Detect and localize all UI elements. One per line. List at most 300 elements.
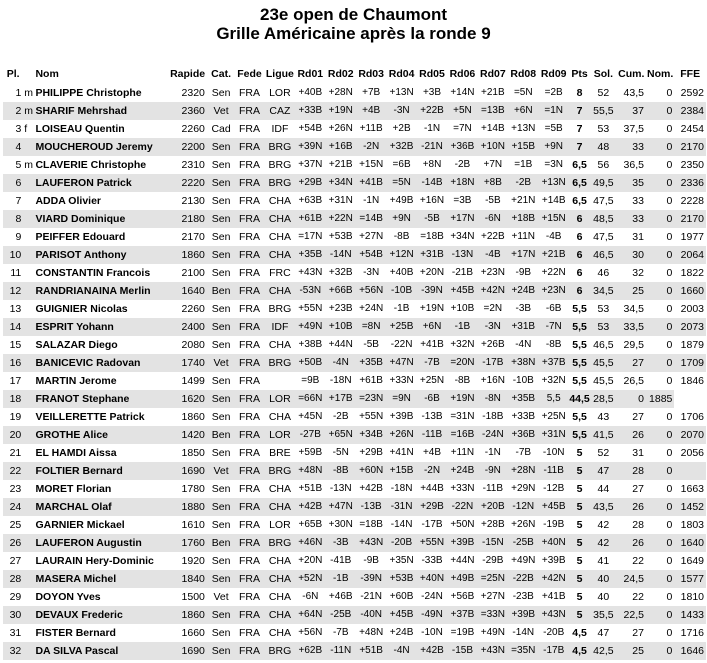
cell-nom: 0 [666, 87, 673, 99]
cell-rd01: +45N [298, 411, 323, 422]
cell-rd06: =16B [447, 426, 477, 444]
cell-name: LOISEAU Quentin [35, 123, 125, 135]
cell-name: MOUCHEROUD Jeremy [35, 138, 167, 156]
cell-sex [23, 606, 35, 624]
cell-rd03: =8N [356, 318, 386, 336]
cell-rd03: -5B [363, 339, 379, 350]
cell-rd05: +41B [420, 339, 444, 350]
cell-cum: 37,5 [623, 123, 644, 135]
cell-name: FRANOT Stephane [35, 390, 167, 408]
cell-sol: 52 [597, 447, 610, 459]
cell-sol: 52 [597, 87, 610, 99]
cell-ligue: CAZ [265, 102, 295, 120]
cell-sex [23, 426, 35, 444]
cell-rd01: =17N [298, 231, 323, 242]
cell-place: 18 [3, 390, 23, 408]
cell-cat: Sen [211, 195, 231, 207]
cell-ligue: BRG [265, 354, 295, 372]
cell-sex: m [23, 102, 35, 120]
cell-rd04: +49B [389, 195, 414, 206]
cell-rd07: +7N [483, 159, 503, 170]
cell-rapide: 2220 [167, 174, 208, 192]
cell-rapide: 1690 [167, 462, 208, 480]
cell-place: 5 [15, 159, 22, 171]
cell-rd02: -18N [329, 375, 352, 386]
cell-rd03: -2N [356, 138, 386, 156]
table-row [3, 264, 706, 282]
cell-sex [23, 462, 35, 480]
table-row [3, 336, 706, 354]
header-rd02: Rd02 [327, 68, 354, 80]
cell-rd07: -6N [478, 210, 508, 228]
cell-ffe: 2073 [674, 318, 706, 336]
cell-rd03: +15N [359, 159, 384, 170]
cell-nom: 0 [646, 426, 674, 444]
cell-rapide: 1500 [181, 591, 205, 603]
cell-fede: FRA [234, 570, 264, 588]
header-rd07: Rd07 [480, 68, 506, 80]
cell-pts: 6 [576, 231, 583, 243]
cell-cat: Sen [208, 642, 234, 660]
cell-rd04: +32B [386, 138, 416, 156]
cell-rd08: +33B [511, 411, 536, 422]
header-ffe: FFE [680, 68, 701, 80]
cell-rd01: =9B [301, 375, 320, 386]
cell-cat: Sen [208, 210, 234, 228]
cell-rd09: =5B [544, 123, 563, 134]
cell-nom: 0 [666, 339, 673, 351]
cell-pts: 6,5 [572, 195, 587, 207]
cell-rapide: 1860 [167, 606, 208, 624]
cell-fede: FRA [234, 102, 264, 120]
cell-rd07: -4B [478, 246, 508, 264]
cell-nom: 0 [646, 138, 674, 156]
cell-ligue: CHA [265, 498, 295, 516]
cell-cat: Cad [211, 123, 231, 135]
cell-ffe: 1706 [680, 411, 704, 423]
cell-rapide: 1610 [181, 519, 205, 531]
cell-rd02: -8B [326, 462, 356, 480]
cell-rapide: 1850 [181, 447, 205, 459]
cell-ligue: CHA [265, 210, 295, 228]
cell-fede: FRA [238, 555, 260, 567]
cell-place: 9 [15, 231, 22, 243]
table-row [3, 444, 706, 462]
cell-rd08: =5N [513, 87, 533, 98]
cell-cat: Vet [208, 354, 234, 372]
cell-sol: 43,5 [590, 498, 616, 516]
table-row [3, 390, 706, 408]
cell-rd05: +19N [419, 303, 445, 314]
cell-name: DEVAUX Frederic [35, 606, 167, 624]
cell-rd01: +29B [295, 174, 325, 192]
cell-rd04: +33N [389, 375, 414, 386]
cell-rd09: +41B [541, 591, 566, 602]
cell-sol: 48 [590, 138, 616, 156]
cell-rd07: -8N [478, 390, 508, 408]
cell-cat: Sen [211, 303, 231, 315]
cell-place: 1 [15, 87, 22, 99]
table-row [3, 120, 706, 138]
cell-rd06: +11N [450, 447, 475, 458]
cell-fede: FRA [234, 462, 264, 480]
cell-rd05: =18B [420, 231, 444, 242]
cell-sol: 44 [597, 483, 610, 495]
cell-rd04: -22N [390, 339, 413, 350]
cell-rd03: +55N [359, 411, 384, 422]
cell-ffe: 2336 [674, 174, 706, 192]
cell-rd07: -1N [484, 447, 501, 458]
cell-place: 4 [3, 138, 23, 156]
cell-rd07: -17B [478, 354, 508, 372]
table-row [3, 84, 706, 102]
cell-rd07: +26B [481, 339, 505, 350]
cell-rd03: +24N [359, 303, 384, 314]
cell-name: ADDA Olivier [35, 195, 101, 207]
cell-rd08: +36B [508, 426, 538, 444]
cell-ligue: CHA [268, 591, 291, 603]
cell-ligue: CHA [268, 195, 291, 207]
cell-sex [23, 354, 35, 372]
cell-fede: FRA [238, 447, 260, 459]
cell-ffe: 1433 [674, 606, 706, 624]
cell-sex: m [24, 87, 34, 99]
cell-rd02: -41B [330, 555, 352, 566]
cell-sex [23, 246, 35, 264]
cell-cum: 32 [632, 267, 644, 279]
cell-cat: Sen [208, 246, 234, 264]
cell-rd07: =2N [483, 303, 503, 314]
cell-rd08: +39B [508, 606, 538, 624]
cell-nom: 0 [646, 570, 674, 588]
cell-rd06: +33N [450, 483, 475, 494]
cell-rd04: +24B [389, 627, 414, 638]
cell-rd08: +17N [508, 246, 538, 264]
cell-fede: FRA [238, 411, 260, 423]
cell-name: RANDRIANAINA Merlin [35, 282, 167, 300]
cell-sex [23, 300, 35, 318]
cell-rd01: +52N [295, 570, 325, 588]
cell-rd02: +47N [326, 498, 356, 516]
cell-name: ESPRIT Yohann [35, 318, 167, 336]
cell-rd05: +22B [417, 102, 447, 120]
cell-rd06: +56B [450, 591, 475, 602]
cell-rd04: +9N [386, 210, 416, 228]
cell-nom: 1885 [646, 390, 674, 408]
cell-rd06: +39B [447, 534, 477, 552]
cell-sex [23, 498, 35, 516]
cell-pts: 5 [569, 534, 590, 552]
cell-rd03: -39N [356, 570, 386, 588]
cell-ffe: 1879 [680, 339, 704, 351]
cell-rd02: -11N [326, 642, 356, 660]
cell-rd05: -5B [417, 210, 447, 228]
cell-nom: 0 [646, 282, 674, 300]
cell-fede: FRA [238, 231, 260, 243]
cell-rd01: +63B [298, 195, 323, 206]
cell-nom: 0 [646, 534, 674, 552]
cell-cat: Sen [208, 498, 234, 516]
cell-pts: 5 [576, 483, 583, 495]
cell-name: GARNIER Mickael [35, 519, 125, 531]
cell-rd08: +35B [508, 390, 538, 408]
cell-ligue: IDF [265, 318, 295, 336]
cell-sol: 53 [597, 303, 610, 315]
cell-rd08: -12N [508, 498, 538, 516]
cell-rapide: 2080 [181, 339, 205, 351]
cell-sol: 42 [597, 519, 610, 531]
cell-rapide: 1760 [167, 534, 208, 552]
cell-rapide: 1740 [167, 354, 208, 372]
cell-name: LAURAIN Hery-Dominic [35, 555, 154, 567]
cell-cat: Sen [211, 483, 231, 495]
cell-rd02: -14N [326, 246, 356, 264]
cell-cat: Sen [211, 519, 231, 531]
cell-pts: 7 [569, 138, 590, 156]
cell-cat: Vet [213, 591, 229, 603]
header-sex [23, 64, 35, 84]
cell-sol: 46,5 [593, 339, 614, 351]
cell-pts: 6,5 [572, 159, 587, 171]
cell-rapide: 2100 [181, 267, 205, 279]
cell-rapide: 1499 [181, 375, 205, 387]
cell-rd05: +40N [417, 570, 447, 588]
cell-rd01: +37N [298, 159, 323, 170]
cell-place: 14 [3, 318, 23, 336]
cell-rd02: +53B [328, 231, 353, 242]
cell-nom: 0 [646, 318, 674, 336]
cell-ffe: 1452 [674, 498, 706, 516]
cell-rd06: -22N [447, 498, 477, 516]
cell-fede: FRA [234, 210, 264, 228]
cell-rd02: +26N [328, 123, 353, 134]
cell-rd05: -14B [417, 174, 447, 192]
cell-rd08: +38N [508, 354, 538, 372]
cell-rapide: 1860 [181, 411, 205, 423]
cell-sex [23, 642, 35, 660]
cell-rd08: +49N [511, 555, 536, 566]
cell-fede: FRA [234, 282, 264, 300]
cell-rd01: -53N [295, 282, 325, 300]
cell-rd03: -3N [363, 267, 380, 278]
cell-rd02: +22N [326, 210, 356, 228]
cell-cum: 22,5 [617, 606, 646, 624]
cell-rd04: +13N [389, 87, 414, 98]
cell-rapide: 1620 [167, 390, 208, 408]
cell-name: MORET Florian [35, 483, 112, 495]
cell-fede: FRA [234, 246, 264, 264]
cell-rd04: +41N [389, 447, 414, 458]
table-row [3, 408, 706, 426]
cell-rapide: 1640 [167, 282, 208, 300]
cell-ligue: CHA [268, 339, 291, 351]
cell-rd06: +19N [447, 390, 477, 408]
header-sol: Sol. [593, 68, 614, 80]
cell-rd07: +42N [478, 282, 508, 300]
cell-sex [23, 570, 35, 588]
cell-cat: Sen [211, 447, 231, 459]
cell-rd08: +18B [508, 210, 538, 228]
cell-rd04: =9N [386, 390, 416, 408]
cell-rd09: =2B [544, 87, 563, 98]
cell-ligue: CHA [265, 282, 295, 300]
cell-sol: 40 [590, 570, 616, 588]
cell-rd08: +28N [508, 462, 538, 480]
cell-rd06: +34N [450, 231, 475, 242]
cell-rd09: +13N [538, 174, 568, 192]
table-row [3, 138, 706, 156]
cell-pts: 5 [576, 555, 583, 567]
cell-rd02: +31N [328, 195, 353, 206]
cell-rd01: +54B [298, 123, 323, 134]
cell-rd04: +39B [389, 411, 414, 422]
header-row [3, 64, 706, 84]
cell-ffe: 1846 [680, 375, 704, 387]
cell-rapide: 1780 [181, 483, 205, 495]
cell-rd01: +50B [295, 354, 325, 372]
cell-rd03: +27N [359, 231, 384, 242]
cell-place: 8 [3, 210, 23, 228]
cell-ffe: 1660 [674, 282, 706, 300]
cell-fede: FRA [234, 390, 264, 408]
cell-rapide: 2360 [167, 102, 208, 120]
cell-place: 11 [10, 267, 22, 279]
cell-sol: 47 [597, 627, 610, 639]
cell-fede: FRA [238, 195, 260, 207]
table-row [3, 552, 706, 570]
cell-cum: 33 [617, 138, 646, 156]
cell-fede: FRA [234, 174, 264, 192]
cell-rd05: +16N [419, 195, 445, 206]
cell-ffe: 1716 [680, 627, 704, 639]
cell-rd07: +28B [481, 519, 505, 530]
cell-rd06: -21B [451, 267, 473, 278]
cell-ligue: BRG [265, 534, 295, 552]
cell-pts: 5,5 [569, 426, 590, 444]
cell-rd08: +6N [508, 102, 538, 120]
cell-rd05: -17B [421, 519, 443, 530]
cell-rd08: +11N [511, 231, 535, 242]
cell-nom: 0 [646, 102, 674, 120]
cell-place: 6 [3, 174, 23, 192]
cell-rd07: -18B [482, 411, 504, 422]
cell-ligue: CHA [268, 483, 291, 495]
cell-ligue: LOR [265, 390, 295, 408]
cell-rd05: +25N [419, 375, 445, 386]
cell-fede: FRA [238, 339, 260, 351]
cell-rd04: -10B [386, 282, 416, 300]
cell-rd07: +21B [481, 87, 505, 98]
cell-cat: Sen [211, 231, 231, 243]
table-row [3, 300, 706, 318]
cell-rd08: -23B [512, 591, 534, 602]
cell-place: 22 [3, 462, 23, 480]
table-row [3, 534, 706, 552]
cell-rd01: +56N [298, 627, 323, 638]
cell-rd01: +62B [295, 642, 325, 660]
cell-rapide: 1920 [181, 555, 205, 567]
cell-rd04: =5N [386, 174, 416, 192]
cell-name: LAUFERON Patrick [35, 174, 167, 192]
cell-rapide: 1880 [167, 498, 208, 516]
cell-rd07: +16N [480, 375, 505, 386]
cell-rd02: +17B [326, 390, 356, 408]
cell-rd01: +38B [298, 339, 323, 350]
cell-rd04: +26N [386, 426, 416, 444]
cell-sol: 53 [597, 123, 610, 135]
cell-cum: 27 [617, 354, 646, 372]
cell-ffe: 2454 [680, 123, 704, 135]
table-row [3, 588, 706, 606]
cell-rd08: -3B [515, 303, 532, 314]
cell-rd05: -24N [421, 591, 443, 602]
cell-rd05: -33B [421, 555, 443, 566]
cell-pts: 5 [569, 498, 590, 516]
cell-rd09: -17B [538, 642, 568, 660]
cell-rd07: +8B [478, 174, 508, 192]
cell-cat: Sen [208, 138, 234, 156]
cell-pts: 5,5 [572, 303, 587, 315]
cell-name: FISTER Bernard [35, 627, 116, 639]
cell-fede: FRA [238, 123, 260, 135]
cell-rd09: -19B [543, 519, 565, 530]
cell-rd06: +10B [450, 303, 475, 314]
cell-nom: 0 [646, 606, 674, 624]
cell-rd02: -1B [326, 570, 356, 588]
cell-sex [23, 552, 35, 570]
cell-name: PEIFFER Edouard [35, 231, 126, 243]
cell-rd09: +37B [538, 354, 568, 372]
cell-sol: 46,5 [590, 246, 616, 264]
cell-rd02: +21B [328, 159, 353, 170]
cell-rd05: -10N [421, 627, 443, 638]
cell-rd06: =7N [453, 123, 472, 134]
cell-rd06: +49B [447, 570, 477, 588]
cell-rd01: +42B [295, 498, 325, 516]
cell-rd02: -7B [332, 627, 349, 638]
cell-cat: Sen [208, 570, 234, 588]
cell-rd09: -6B [545, 303, 562, 314]
cell-cat: Sen [211, 375, 231, 387]
cell-pts: 4,5 [572, 627, 587, 639]
cell-rapide: 2200 [167, 138, 208, 156]
cell-rapide: 1420 [167, 426, 208, 444]
cell-ligue: LOR [265, 426, 295, 444]
cell-name: CONSTANTIN Francois [35, 267, 151, 279]
cell-ligue: CHA [268, 411, 291, 423]
cell-rapide: 2180 [167, 210, 208, 228]
cell-ligue: BRG [268, 303, 292, 315]
cell-cum: 22 [632, 591, 644, 603]
cell-nom: 0 [646, 642, 674, 660]
cell-pts: 6 [569, 246, 590, 264]
cell-ffe: 1649 [680, 555, 704, 567]
cell-sex [23, 588, 35, 606]
cell-cum: 27 [632, 627, 644, 639]
cell-rd01: -27B [295, 426, 325, 444]
cell-rd02: +44N [328, 339, 353, 350]
table-row [3, 210, 706, 228]
cell-rapide: 2260 [181, 303, 205, 315]
cell-rd01: +51B [298, 483, 323, 494]
cell-place: 19 [9, 411, 22, 423]
cell-name: MARCHAL Olaf [35, 498, 167, 516]
cell-rd05: +31B [417, 246, 447, 264]
cell-ligue: BRG [265, 174, 295, 192]
cell-rd02: +46B [328, 591, 353, 602]
header-cat: Cat. [211, 68, 231, 80]
table-row [3, 606, 706, 624]
